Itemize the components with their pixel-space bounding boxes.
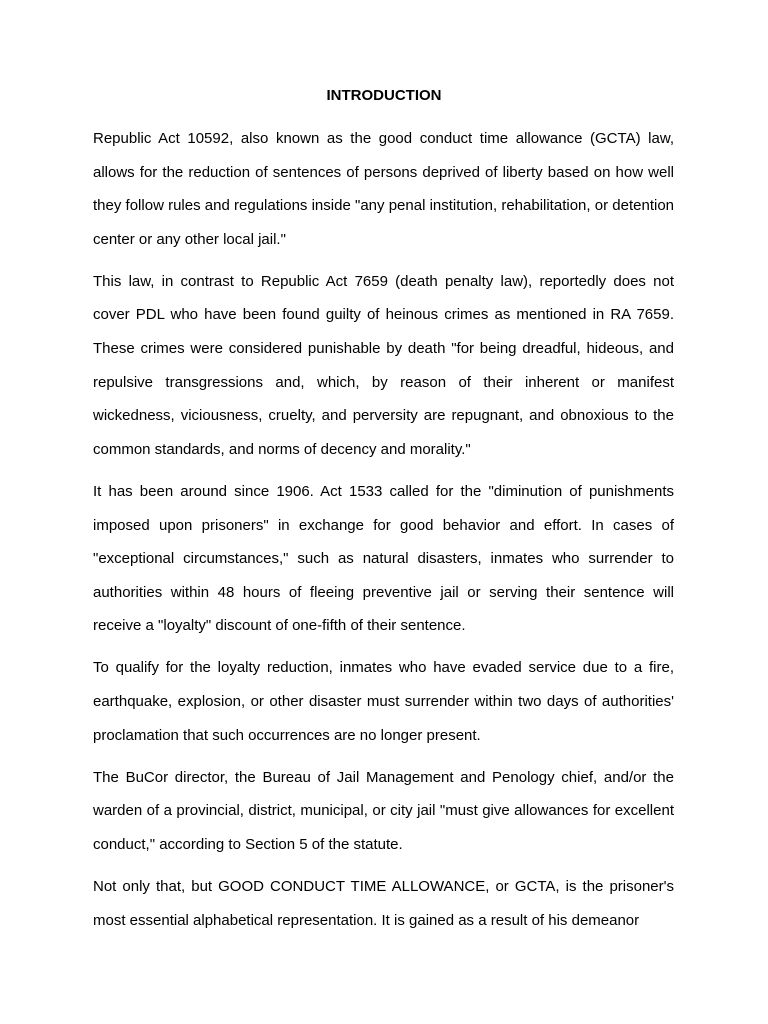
paragraph-loyalty-reduction: To qualify for the loyalty reduction, inmates who have evaded service due to a fire, earthquake, explosion, or other disaster must surrender within two days of authorities' proclamation that such occurrences are no longer present. xyxy=(93,659,674,744)
paragraph-death-penalty-contrast: This law, in contrast to Republic Act 7659 (death penalty law), reportedly does not cover PDL who have been found guilty of heinous crimes as mentioned in RA 7659. These crimes were considered punishable by death "for being dreadful, hideous, and repulsive transgressions and, which, by reason of their inherent or manifest wickedness, viciousness, cruelty, and perversity are repugnant, and obnoxious to the common standards, and norms of decency and morality." xyxy=(93,272,674,458)
page-title: INTRODUCTION xyxy=(326,87,442,104)
paragraph-history: It has been around since 1906. Act 1533 called for the "diminution of punishments imposed upon prisoners" in exchange for good behavior and effort. In cases of "exceptional circumstances," such as natural disasters, inmates who surrender to authorities within 48 hours of fleeing preventive jail or serving their sentence will receive a "loyalty" discount of one-fifth of their sentence. xyxy=(93,482,674,635)
paragraph-gcta-meaning: Not only that, but GOOD CONDUCT TIME ALLOWANCE, or GCTA, is the prisoner's most essential alphabetical representation. It is gained as a result of his demeanor xyxy=(93,877,674,929)
paragraph-section-5: The BuCor director, the Bureau of Jail Management and Penology chief, and/or the warden of a provincial, district, municipal, or city jail "must give allowances for excellent conduct," according to Section 5 of the statute. xyxy=(93,768,674,853)
paragraph-gcta-law: Republic Act 10592, also known as the good conduct time allowance (GCTA) law, allows for the reduction of sentences of persons deprived of liberty based on how well they follow rules and regulations inside "any penal institution, rehabilitation, or detention center or any other local jail." xyxy=(93,130,674,248)
document-body xyxy=(93,122,674,937)
